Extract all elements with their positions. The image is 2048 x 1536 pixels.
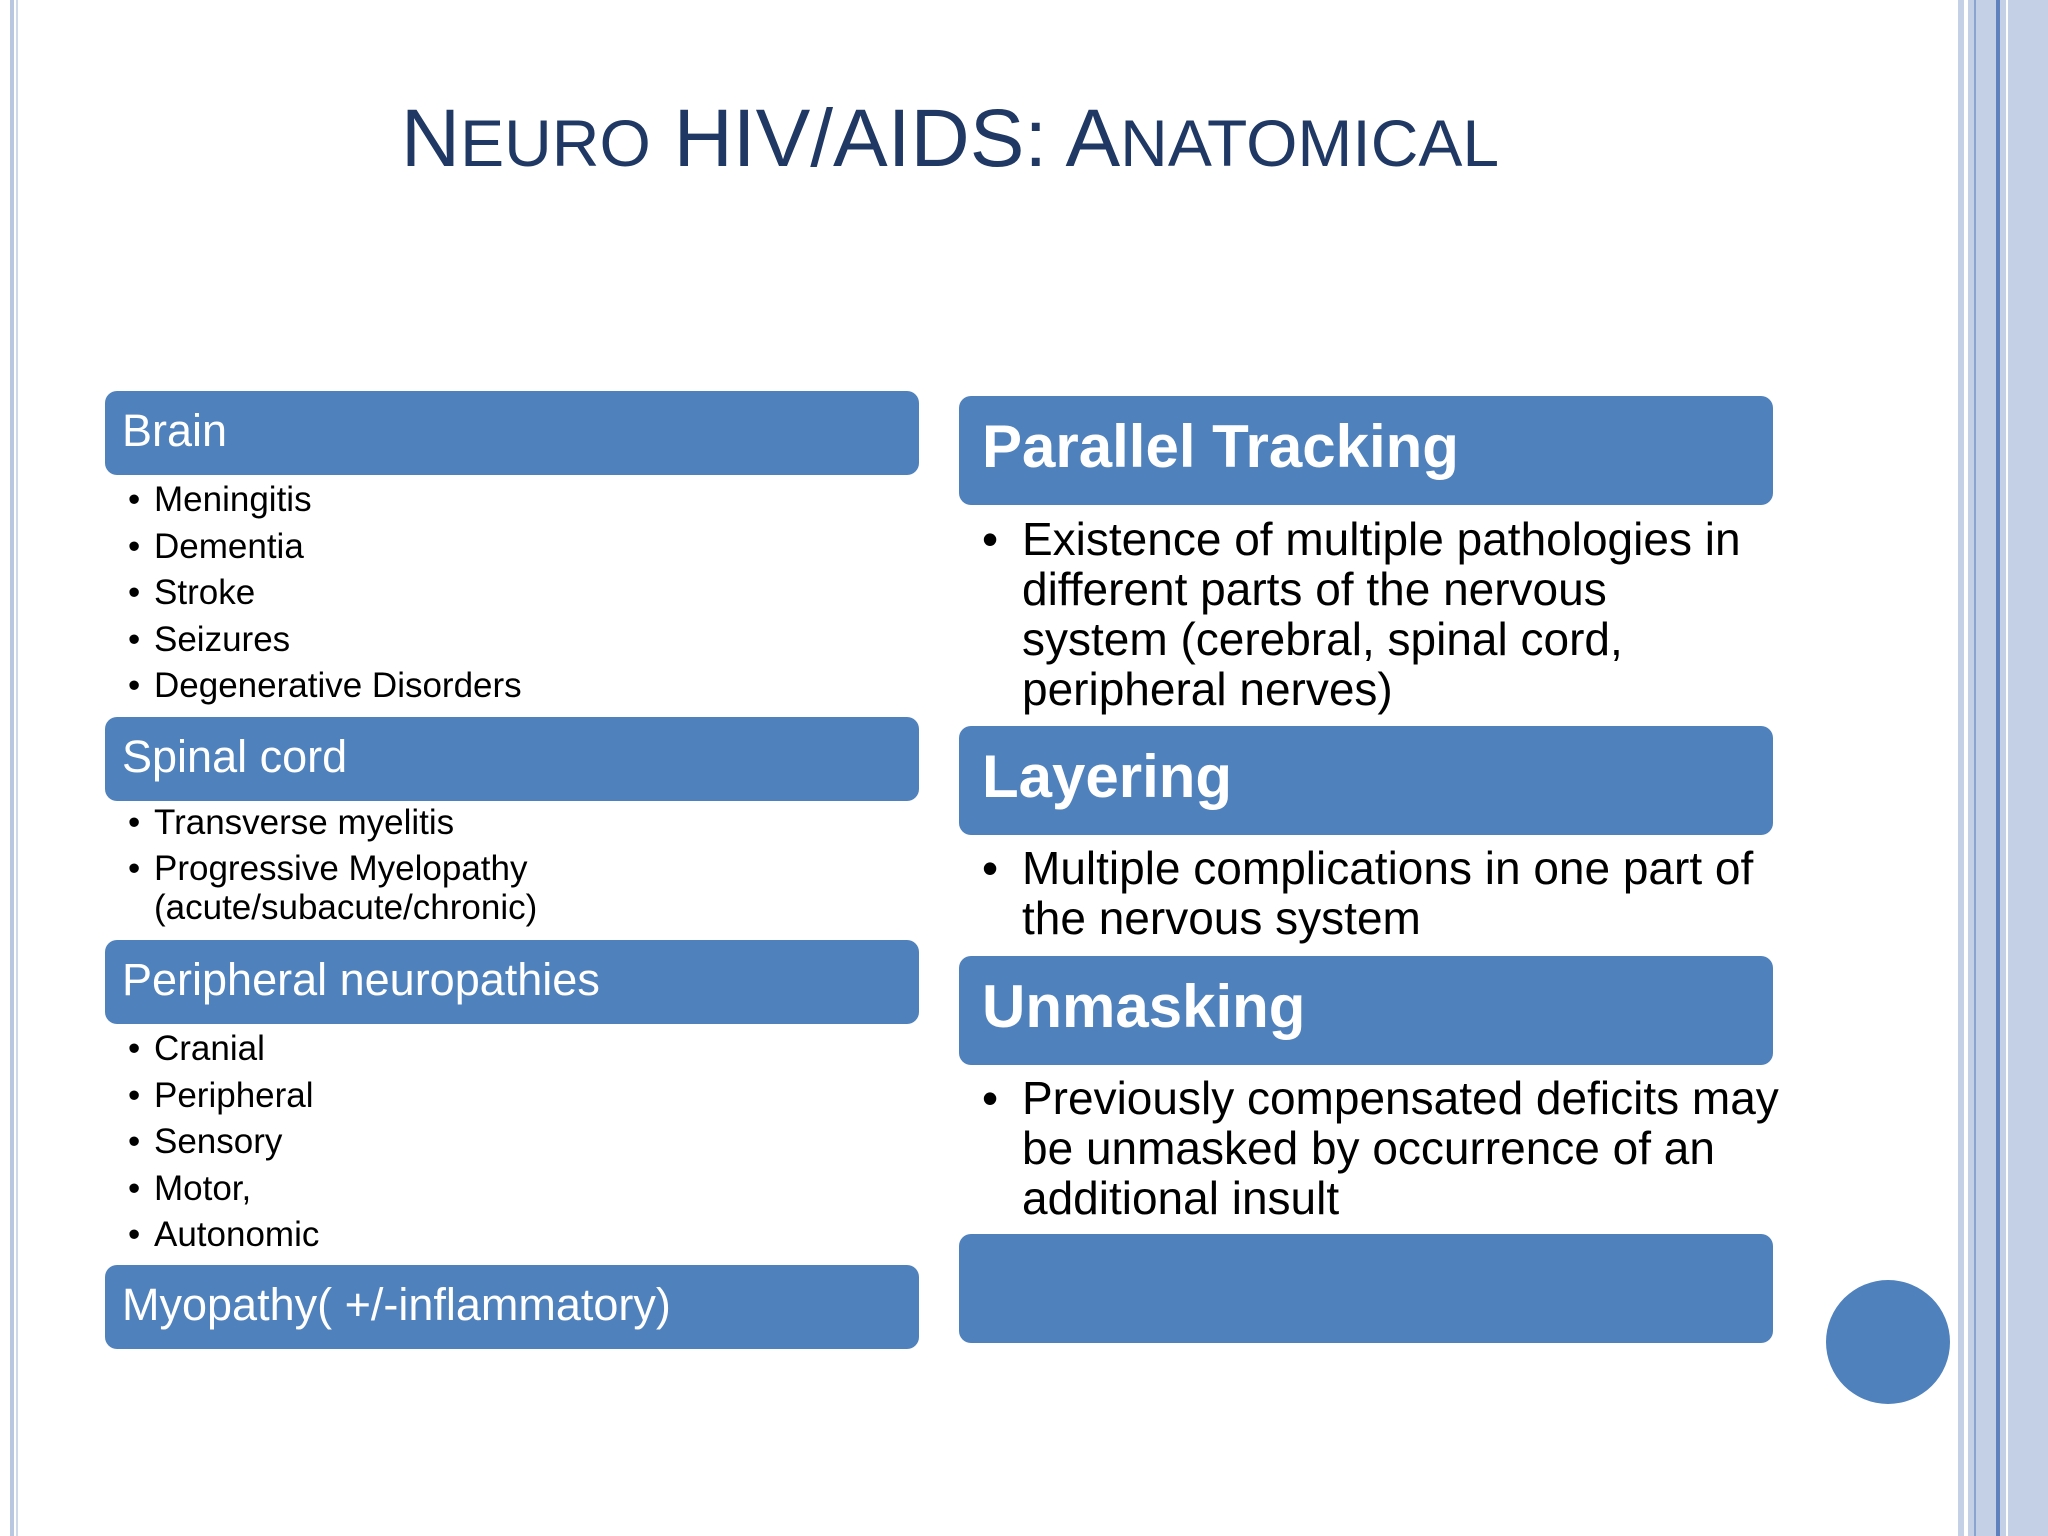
title-part: NATOMICAL: [1120, 106, 1500, 180]
list-item: • Degenerative Disorders: [128, 663, 908, 710]
list-item: • Meningitis: [128, 477, 908, 524]
right-border-line: [1996, 0, 2000, 1536]
list-item: • Motor,: [128, 1166, 908, 1213]
unmasking-header: Unmasking: [959, 956, 1773, 1065]
decorative-circle: [1826, 1280, 1950, 1404]
empty-header-box: [959, 1234, 1773, 1343]
right-border-band: [1958, 0, 2048, 1536]
title-part: N: [400, 93, 461, 184]
myopathy-header: Myopathy( +/-inflammatory): [105, 1265, 919, 1349]
list-item: • Autonomic: [128, 1212, 908, 1259]
slide-title: [300, 92, 1600, 186]
right-border-line: [1974, 0, 1976, 1536]
list-item: • Sensory: [128, 1119, 908, 1166]
layering-list: [980, 843, 1760, 943]
brain-header: Brain: [105, 391, 919, 475]
right-border-line: [2006, 0, 2008, 1536]
list-item: • Stroke: [128, 570, 908, 617]
list-item: • Seizures: [128, 617, 908, 664]
list-item: • Existence of multiple pathologies in different parts of the nervous system (cerebral, spinal cord, peripheral nerves): [980, 514, 1762, 714]
left-border-stripe-inner: [16, 0, 18, 1536]
list-item: • Previously compensated deficits may be unmasked by occurrence of an additional insult: [980, 1073, 1782, 1223]
title-part: EURO: [460, 106, 651, 180]
list-item: • Progressive Myelopathy (acute/subacute/chronic): [128, 849, 634, 927]
unmasking-list: [980, 1072, 1779, 1224]
brain-list: [128, 477, 908, 710]
left-border-stripe: [10, 0, 14, 1536]
list-item: • Peripheral: [128, 1073, 908, 1120]
list-item: • Dementia: [128, 524, 908, 571]
title-part: A: [1065, 93, 1121, 184]
right-border-line: [1964, 0, 1968, 1536]
list-item: • Transverse myelitis: [128, 803, 908, 842]
parallel-tracking-list: [980, 514, 1760, 714]
list-item: • Cranial: [128, 1026, 908, 1073]
spinal-cord-list: [128, 803, 908, 927]
list-item: • Multiple complications in one part of the nervous system: [980, 843, 1760, 943]
peripheral-neuropathies-list: [128, 1026, 908, 1259]
parallel-tracking-header: Parallel Tracking: [959, 396, 1773, 505]
title-part: HIV/AIDS:: [650, 93, 1066, 184]
peripheral-neuropathies-header: Peripheral neuropathies: [105, 940, 919, 1024]
layering-header: Layering: [959, 726, 1773, 835]
spinal-cord-header: Spinal cord: [105, 717, 919, 801]
